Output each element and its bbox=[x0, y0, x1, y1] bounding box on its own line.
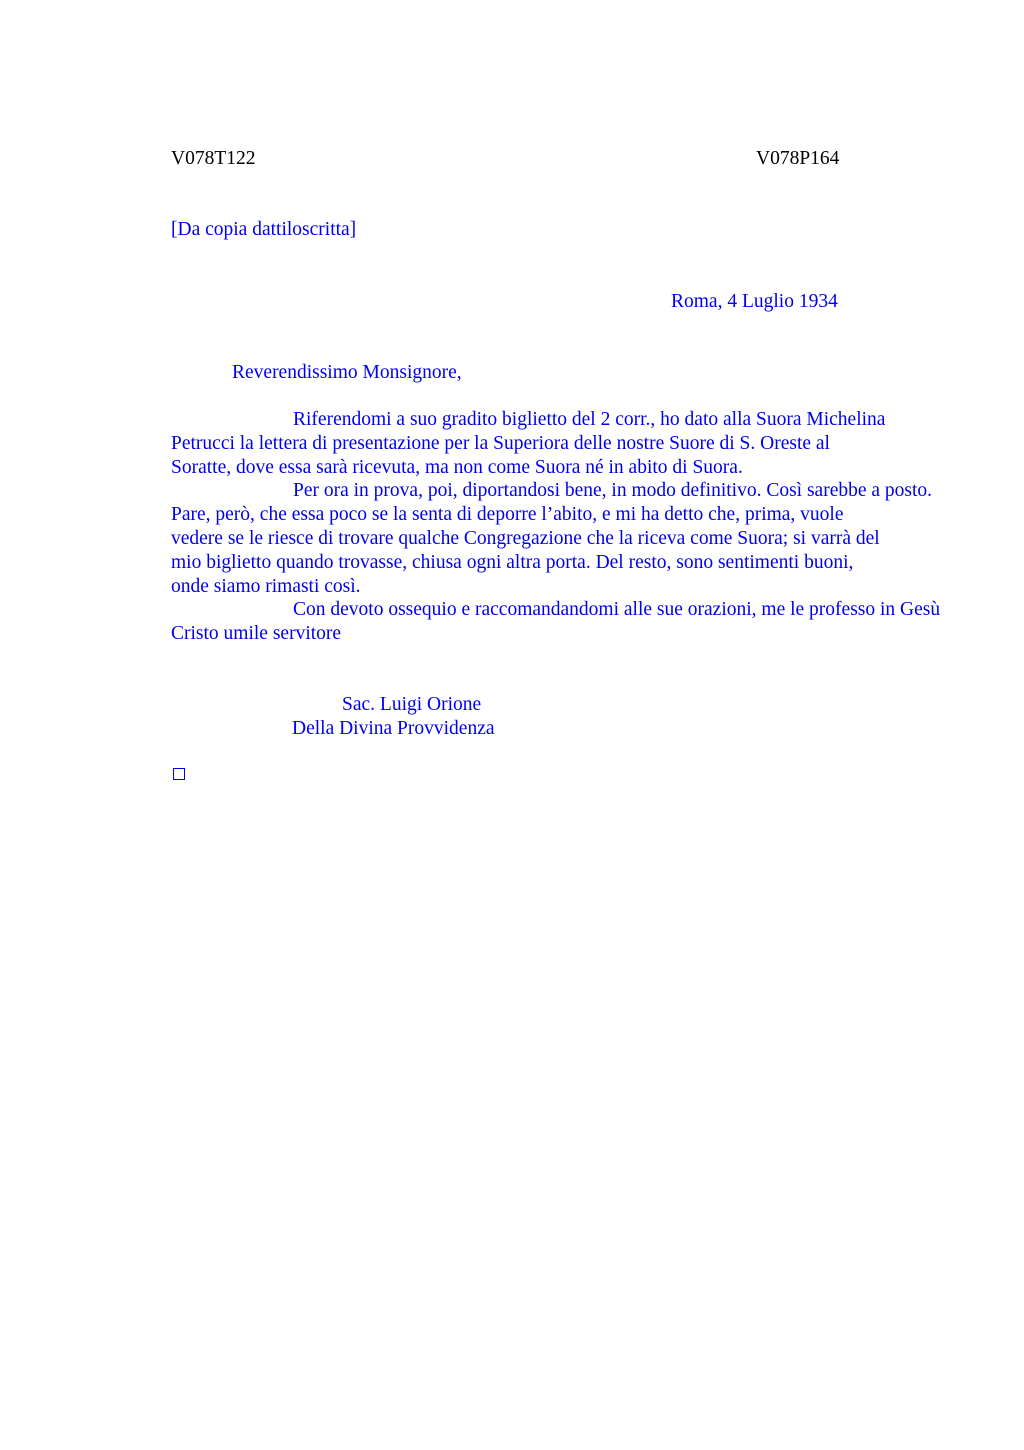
text-line: mio biglietto quando trovasse, chiusa ogni altra porta. Del resto, sono sentimenti buoni, bbox=[171, 551, 854, 573]
text-line: onde siamo rimasti così. bbox=[171, 575, 361, 597]
paragraph-2 bbox=[171, 479, 933, 598]
signature-name: Sac. Luigi Orione bbox=[342, 694, 482, 715]
paragraph-3 bbox=[171, 598, 941, 646]
text-line: Riferendomi a suo gradito biglietto del 2 corr., ho dato alla Suora Michelina bbox=[293, 409, 886, 430]
salutation: Reverendissimo Monsignore, bbox=[232, 362, 462, 383]
text-line: Per ora in prova, poi, diportandosi bene, in modo definitivo. Così sarebbe a posto. bbox=[293, 480, 933, 502]
source-note: [Da copia dattiloscritta] bbox=[171, 219, 357, 240]
paragraph-1 bbox=[171, 408, 923, 479]
header-right-code: V078P164 bbox=[756, 148, 840, 169]
text-line: Pare, però, che essa poco se la senta di deporre l’abito, e mi ha detto che, prima, vuole bbox=[171, 504, 844, 526]
header-left-code: V078T122 bbox=[171, 148, 256, 169]
letter-body bbox=[171, 408, 941, 646]
empty-square-icon bbox=[173, 768, 185, 780]
dateline: Roma, 4 Luglio 1934 bbox=[671, 291, 838, 312]
text-line: Petrucci la lettera di presentazione per la Superiora delle nostre Suore di S. Oreste al bbox=[171, 432, 830, 454]
text-line: vedere se le riesce di trovare qualche Congregazione che la riceva come Suora; si varrà del bbox=[171, 527, 880, 549]
text-line: Soratte, dove essa sarà ricevuta, ma non come Suora né in abito di Suora. bbox=[171, 456, 743, 478]
text-line: Cristo umile servitore bbox=[171, 623, 342, 645]
signature-title: Della Divina Provvidenza bbox=[292, 718, 495, 739]
text-line: Con devoto ossequio e raccomandandomi alle sue orazioni, me le professo in Gesù bbox=[293, 599, 941, 621]
